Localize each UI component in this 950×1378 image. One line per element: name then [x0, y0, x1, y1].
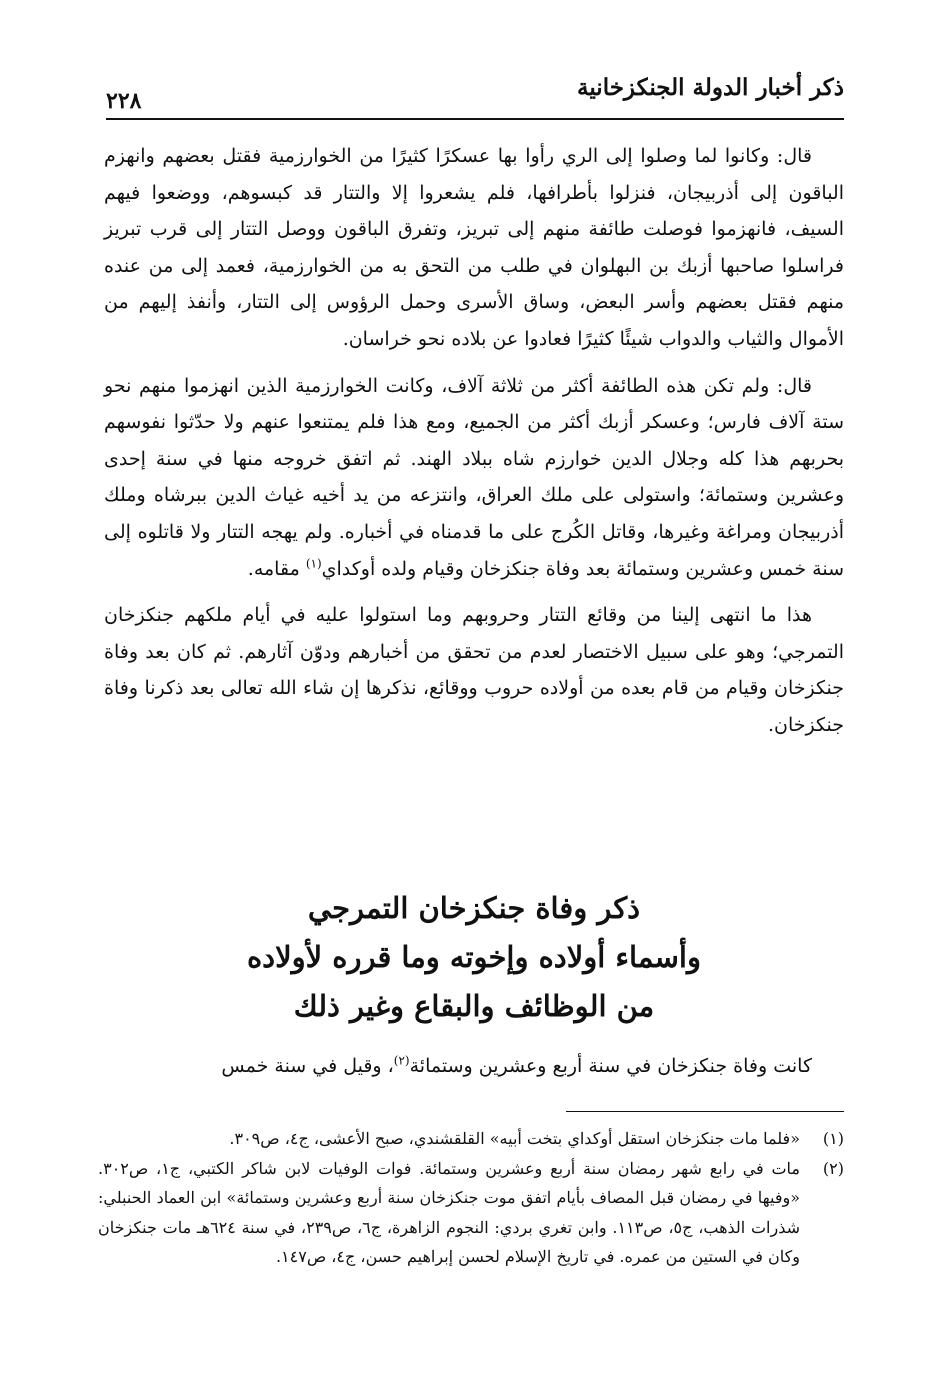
section-heading-line-3: من الوظائف والبقاع وغير ذلك	[293, 989, 655, 1023]
paragraph-1	[104, 138, 844, 358]
paragraph-2-text: قال: ولم تكن هذه الطائفة أكثر من ثلاثة آلاف، وكانت الخوارزمية الذين انهزموا منهم نحو ستة آلاف فارس؛ وعسكر أزبك أكثر من الجميع، ومع هذا فلم يمتنعوا عنهم ولا حدّثوا نفوسهم بحربهم هذا كله وجلال الدين خوارزم شاه ببلاد الهند. ثم اتفق خروجه منها في سنة إحدى وعشرين وستمائة؛ واستولى على ملك العراق، وانتزعه من يد أخيه غياث الدين ببرشاه وملك أذربيجان ومراغة وغيرها، وقاتل الكُرج على ما قدمناه في أخباره. ولم يهجه التتار ولا قاتلوه إلى سنة خمس وعشرين وستمائة بعد وفاة جنكزخان وقيام ولده أوكداي	[104, 374, 844, 580]
footnote-ref-2[interactable]: (٢)	[393, 1053, 410, 1068]
section-heading	[104, 884, 844, 1031]
section-paragraph	[104, 1048, 844, 1085]
footnote-text: «فلما مات جنكزخان استقل أوكداي بتخت أبيه» القلقشندي، صبح الأعشى، ج٤، ص٣٠٩.	[229, 1129, 800, 1148]
footnotes	[98, 1124, 844, 1272]
section-heading-line-2: وأسماء أولاده وإخوته وما قرره لأولاده	[246, 940, 701, 974]
paragraph-2	[104, 368, 844, 588]
header-rule	[106, 118, 844, 120]
running-header-title: ذكر أخبار الدولة الجنكزخانية	[577, 74, 844, 101]
running-header	[106, 66, 844, 120]
footnote-number: (١)	[822, 1129, 844, 1148]
paragraph-4-text: كانت وفاة جنكزخان في سنة أربع وعشرين وستمائة	[409, 1055, 812, 1077]
footnote-text: مات في رابع شهر رمضان سنة أربع وعشرين وستمائة. فوات الوفيات لابن شاكر الكتبي، ج١، ص٣٠٢. «وفيها في رمضان قبل المصاف بأيام اتفق موت جنكزخان سنة أربع وعشرين وستمائة» ابن العماد الحنبلي: شذرات الذهب، ج٥، ص١١٣. وابن تغري بردي: النجوم الزاهرة، ج٦، ص٢٣٩، في سنة ٦٢٤هـ مات جنكزخان وكان في الستين من عمره. في تاريخ الإسلام لحسن إبراهيم حسن، ج٤، ص١٤٧.	[98, 1158, 801, 1266]
body-text	[104, 138, 844, 754]
footnote-2	[98, 1154, 844, 1272]
paragraph-4-text-end: ، وقيل في سنة خمس	[221, 1055, 394, 1077]
paragraph-2-text-end: مقامه.	[247, 557, 306, 580]
paragraph-4	[104, 1048, 844, 1085]
paragraph-3	[104, 597, 844, 743]
section-heading-line-1: ذكر وفاة جنكزخان التمرجي	[307, 891, 641, 925]
footnote-1	[98, 1124, 844, 1154]
footnote-number: (٢)	[822, 1158, 844, 1178]
footnote-ref-1[interactable]: (١)	[305, 556, 322, 571]
page-number: ٢٢٨	[106, 88, 142, 114]
paragraph-1-text: قال: وكانوا لما وصلوا إلى الري رأوا بها عسكرًا كثيرًا من الخوارزمية فقتل بعضهم وانهزم الباقون إلى أذربيجان، فنزلوا بأطرافها، فلم يشعروا إلا والتتار قد كبسوهم، ووضعوا فيهم السيف، فانهزموا فوصلت طائفة منهم إلى تبريز، وتفرق الباقون ووصل التتار إلى قرب تبريز فراسلوا صاحبها أزبك بن البهلوان في طلب من التحق به من الخوارزمية، فعمد إلى من عنده منهم فقتل بعضهم وأسر البعض، وساق الأسرى وحمل الرؤوس إلى التتار، وأنفذ إليهم من الأموال والثياب والدواب شيئًا كثيرًا فعادوا عن بلاده نحو خراسان.	[104, 145, 844, 350]
paragraph-3-text: هذا ما انتهى إلينا من وقائع التتار وحروبهم وما استولوا عليه في أيام ملكهم جنكزخان التمرجي؛ وهو على سبيل الاختصار لعدم من تحقق من أخبارهم ودوّن آثارهم. ثم كان بعد وفاة جنكزخان وقيام من قام بعده من أولاده حروب ووقائع، نذكرها إن شاء الله تعالى بعد ذكرنا وفاة جنكزخان.	[104, 604, 844, 736]
footnote-separator	[566, 1111, 844, 1112]
